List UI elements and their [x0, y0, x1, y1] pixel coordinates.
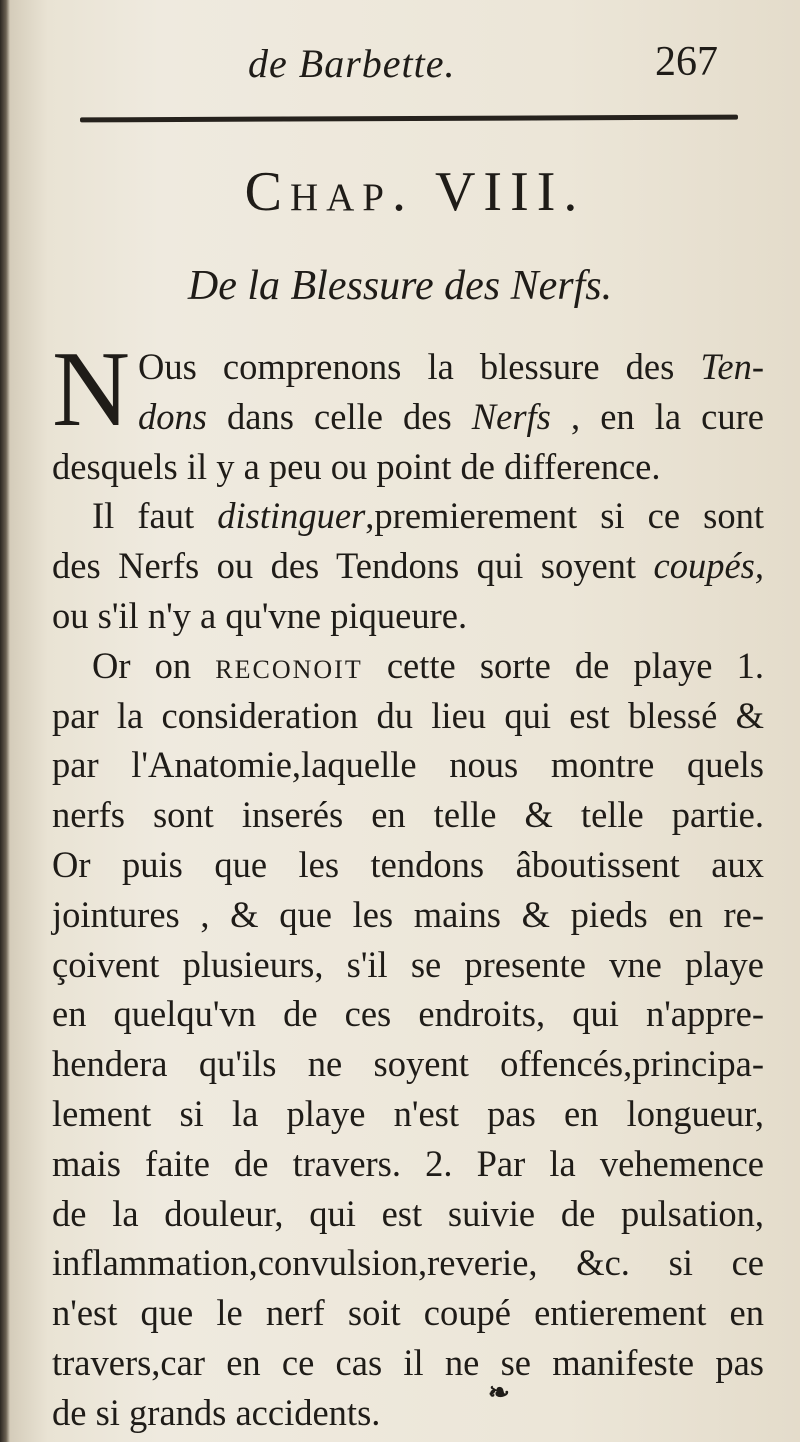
italic-run: coupés, [653, 545, 764, 587]
text-run: dans celle des [206, 395, 472, 437]
text-line: par l'Anatomie,laquelle nous montre quels [52, 744, 764, 786]
text-line: n'est que le nerf soit coupé entierement en [52, 1292, 764, 1334]
text-line [52, 392, 764, 442]
text-line [52, 541, 764, 591]
italic-run: distinguer [217, 495, 366, 537]
chapter-subtitle: De la Blessure des Nerfs. [187, 263, 613, 309]
text-line: inflammation,convulsion,reverie, &c. si ce [52, 1242, 764, 1284]
text-line [52, 491, 764, 541]
text-run: Ous comprenons la blessure des [138, 346, 701, 387]
page-number: 267 [655, 39, 718, 85]
body-text [52, 330, 765, 1438]
text-run: Or on [92, 644, 216, 686]
drop-cap: N [52, 330, 130, 449]
paragraph-3 [52, 641, 764, 1438]
text-line: çoivent plusieurs, s'il se presente vne playe [52, 943, 764, 985]
chapter-heading: Chap. VIII. [244, 161, 586, 223]
italic-run: dons [138, 395, 207, 437]
text-run: , en la cure [550, 395, 764, 437]
italic-run: Nerfs [471, 395, 551, 437]
text-run: des Nerfs ou des Tendons qui soyent [52, 545, 654, 587]
text-line: travers,car en ce cas il ne se manifeste pas [52, 1341, 764, 1383]
text-line: en quelqu'vn de ces endroits, qui n'appre- [52, 993, 764, 1035]
text-line: desquels il y a peu ou point de difference. [52, 445, 661, 487]
text-line: de la douleur, qui est suivie de pulsation, [52, 1192, 764, 1234]
running-head [0, 40, 800, 100]
text-line: Or puis que les tendons âboutissent aux [52, 843, 764, 885]
paragraph-2 [52, 491, 764, 640]
header-rule [80, 115, 738, 123]
text-line: hendera qu'ils ne soyent offencés,principa- [52, 1043, 764, 1085]
ornament-icon: ❧ [488, 1378, 510, 1407]
text-line: jointures , & que les mains & pieds en re- [52, 893, 764, 935]
italic-run: Ten- [700, 346, 764, 387]
text-line: lement si la playe n'est pas en longueur, [52, 1092, 764, 1134]
text-line: par la consideration du lieu qui est blessé & [52, 694, 764, 736]
text-run: Il faut [92, 495, 218, 537]
text-line: nerfs sont inserés en telle & telle partie. [52, 794, 764, 836]
text-run: cette sorte de playe 1. [362, 644, 765, 686]
text-run: ,premierement si ce sont [365, 495, 764, 537]
running-head-title: de Barbette. [248, 41, 456, 86]
paragraph-1 [52, 330, 764, 491]
text-line: ou s'il n'y a qu'vne piqueure. [52, 594, 468, 636]
text-line: mais faite de travers. 2. Par la vehemence [52, 1142, 764, 1184]
small-caps-run: reconoit [215, 644, 363, 686]
text-line: de si grands accidents. [52, 1391, 381, 1433]
text-line [52, 342, 764, 392]
text-line [52, 641, 764, 691]
